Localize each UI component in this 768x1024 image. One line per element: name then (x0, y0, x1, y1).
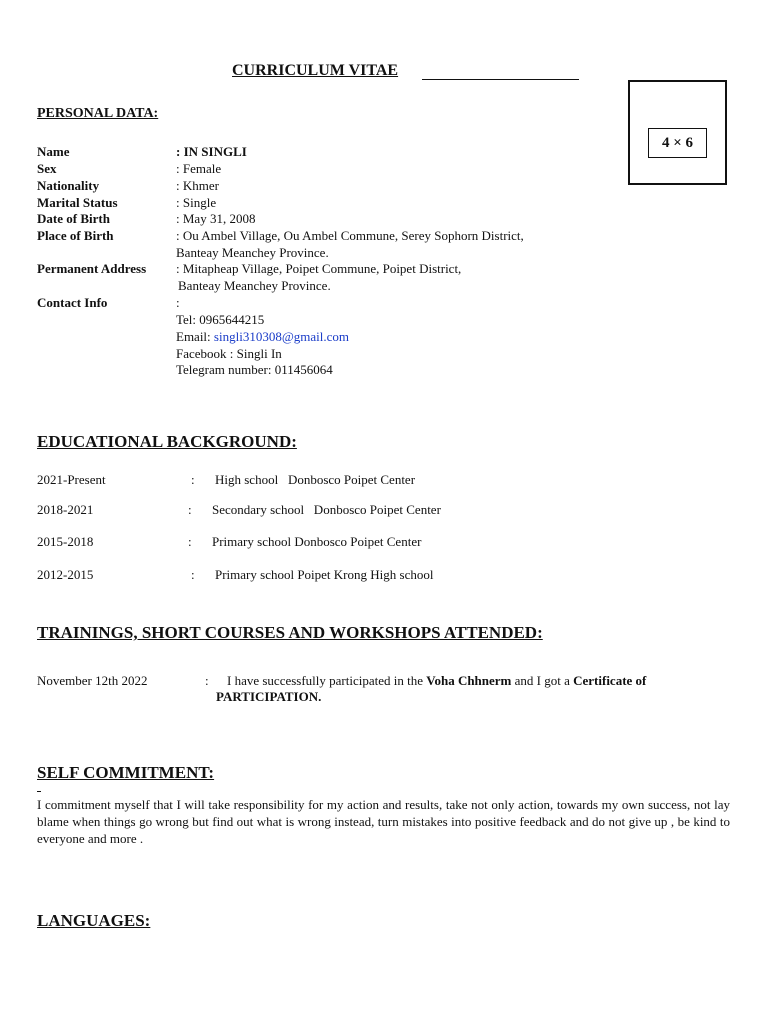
field-value-permanent-address: : Mitapheap Village, Poipet Commune, Poipet District, (176, 261, 462, 276)
field-label-date-of-birth: Date of Birth (37, 211, 110, 226)
trainings-heading: TRAININGS, SHORT COURSES AND WORKSHOPS ATTENDED: (37, 623, 543, 642)
training-event-name: Voha Chhnerm (426, 673, 512, 688)
field-value-permanent-address-line2: Banteay Meanchey Province. (178, 278, 331, 293)
field-label-name: Name (37, 144, 70, 159)
contact-email-line (176, 329, 349, 345)
field-value-date-of-birth: : May 31, 2008 (176, 211, 256, 226)
training-certificate: Certificate of (573, 673, 647, 688)
title-underline (422, 79, 579, 80)
field-label-marital-status: Marital Status (37, 195, 118, 210)
education-colon: : (188, 534, 192, 549)
contact-email-label: Email: (176, 329, 214, 344)
field-value-contact-info: : (176, 295, 180, 310)
training-colon: : (205, 673, 209, 688)
field-value-marital-status: : Single (176, 195, 217, 210)
contact-email-link[interactable]: singli310308@gmail.com (213, 329, 350, 344)
languages-heading: LANGUAGES: (37, 911, 151, 930)
field-value-name: : IN SINGLI (176, 144, 247, 159)
field-label-contact-info: Contact Info (37, 295, 108, 310)
education-years: 2015-2018 (37, 534, 94, 549)
commitment-heading: SELF COMMITMENT: (37, 763, 215, 782)
contact-tel: Tel: 0965644215 (176, 312, 265, 327)
training-date: November 12th 2022 (37, 673, 148, 688)
document-title: CURRICULUM VITAE (232, 62, 399, 79)
education-detail: Primary school Poipet Krong High school (215, 567, 434, 582)
education-colon: : (191, 472, 195, 487)
field-label-nationality: Nationality (37, 178, 100, 193)
education-years: 2018-2021 (37, 502, 94, 517)
education-colon: : (188, 502, 192, 517)
education-colon: : (191, 567, 195, 582)
training-certificate-line2: PARTICIPATION. (216, 689, 322, 704)
education-heading: EDUCATIONAL BACKGROUND: (37, 432, 297, 451)
field-value-place-of-birth-line2: Banteay Meanchey Province. (176, 245, 329, 260)
education-detail: High school Donbosco Poipet Center (215, 472, 416, 487)
commitment-mark (37, 791, 41, 792)
field-label-permanent-address: Permanent Address (37, 261, 147, 276)
field-label-sex: Sex (37, 161, 57, 176)
education-detail: Secondary school Donbosco Poipet Center (212, 502, 441, 517)
field-value-nationality: : Khmer (176, 178, 219, 193)
contact-facebook: Facebook : Singli In (176, 346, 282, 361)
contact-telegram: Telegram number: 011456064 (176, 362, 333, 377)
education-years: 2012-2015 (37, 567, 94, 582)
training-text-a: I have successfully participated in the (227, 673, 427, 688)
personal-data-heading: PERSONAL DATA: (37, 106, 159, 121)
commitment-text: I commitment myself that I will take responsibility for my action and results, take not only action, towards my own success, not lay blame when things go wrong but find out what is wrong instead, turn mistakes into positive feedback and do not give up , be kind to everyone and more . (37, 797, 730, 846)
field-value-sex: : Female (176, 161, 222, 176)
photo-size-label: 4 × 6 (648, 128, 707, 158)
field-label-place-of-birth: Place of Birth (37, 228, 114, 243)
field-value-place-of-birth: : Ou Ambel Village, Ou Ambel Commune, Serey Sophorn District, (176, 228, 524, 243)
education-detail: Primary school Donbosco Poipet Center (212, 534, 422, 549)
education-years: 2021-Present (37, 472, 106, 487)
training-text-b: and I got a (511, 673, 574, 688)
training-description (227, 673, 731, 689)
